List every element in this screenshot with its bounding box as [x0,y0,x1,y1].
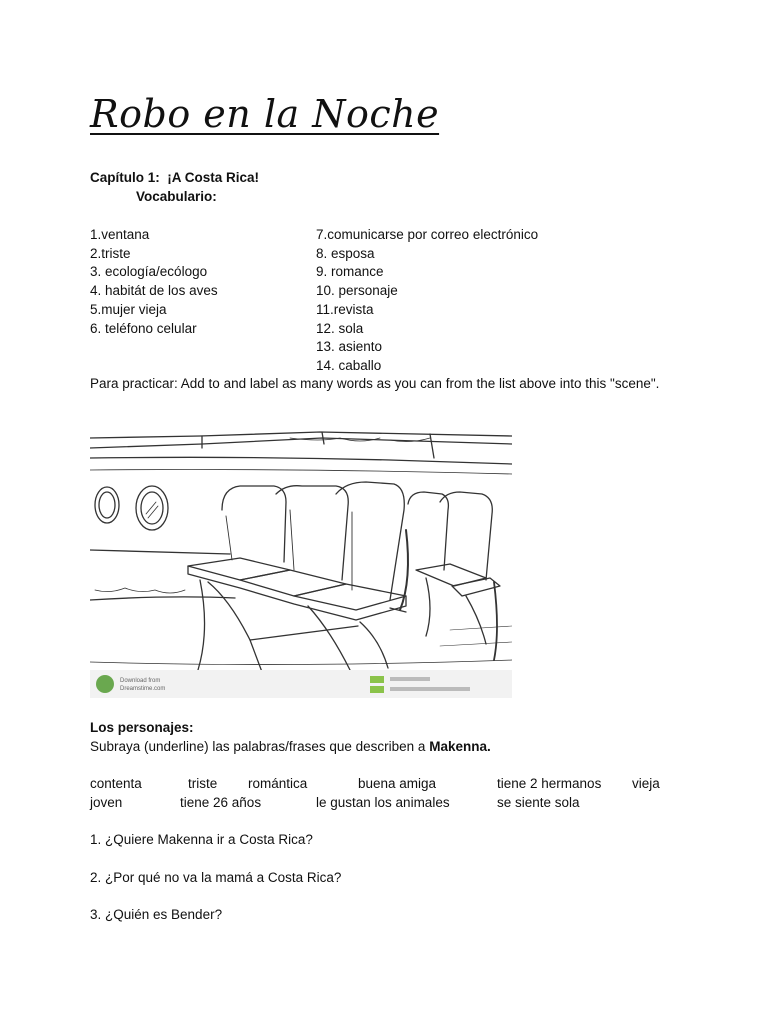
character-name: Makenna. [429,739,491,754]
vocab-item: 8. esposa [316,245,375,261]
descriptor-word: vieja [632,776,660,791]
vocab-item: 1.ventana [90,227,150,242]
vocab-item: 5.mujer vieja [90,301,167,317]
characters-heading: Los personajes: [90,720,194,735]
airplane-cabin-illustration [90,430,512,698]
practice-instructions: Para practicar: Add to and label as many words as you can from the list above into this "scene". [90,376,660,391]
descriptor-word: buena amiga [358,776,437,791]
page-title: Robo en la Noche [90,92,440,136]
watermark-text: Dreamstime.com [120,686,166,692]
vocab-item: 7.comunicarse por correo electrónico [316,227,539,242]
vocab-item: 3. ecología/ecólogo [90,264,208,280]
watermark-text: Download from [120,678,161,684]
descriptor-word: romántica [248,776,308,791]
question: 1. ¿Quiere Makenna ir a Costa Rica? [90,832,313,847]
descriptor-word: tiene 2 hermanos [497,776,602,791]
vocab-item: 2.triste [90,245,131,261]
characters-instruction [90,739,491,754]
cabin-drawing [90,430,512,698]
vocab-item: 9. romance [316,264,384,280]
vocabulary-heading: Vocabulario: [136,189,217,204]
vocab-item: 4. habitát de los aves [90,283,218,299]
descriptor-word: le gustan los animales [316,795,450,810]
chapter-heading: Capítulo 1: ¡A Costa Rica! [90,170,260,185]
vocab-item: 13. asiento [316,339,383,355]
descriptor-word: contenta [90,776,142,791]
vocab-item: 14. caballo [316,357,382,373]
dreamstime-logo [96,675,114,693]
question: 2. ¿Por qué no va la mamá a Costa Rica? [90,870,342,885]
vocab-item: 6. teléfono celular [90,320,197,336]
vocab-item: 10. personaje [316,283,398,299]
descriptor-word: se siente sola [497,795,580,810]
vocab-list-left [90,226,218,338]
vocab-item: 12. sola [316,320,364,336]
question: 3. ¿Quién es Bender? [90,907,223,922]
vocab-list-right [316,226,538,376]
instruction-text: Subraya (underline) las palabras/frases que describen a [90,739,430,754]
descriptor-word: triste [188,776,218,791]
descriptor-word: joven [90,795,123,810]
descriptor-word: tiene 26 años [180,795,262,810]
vocab-item: 11.revista [316,301,374,317]
